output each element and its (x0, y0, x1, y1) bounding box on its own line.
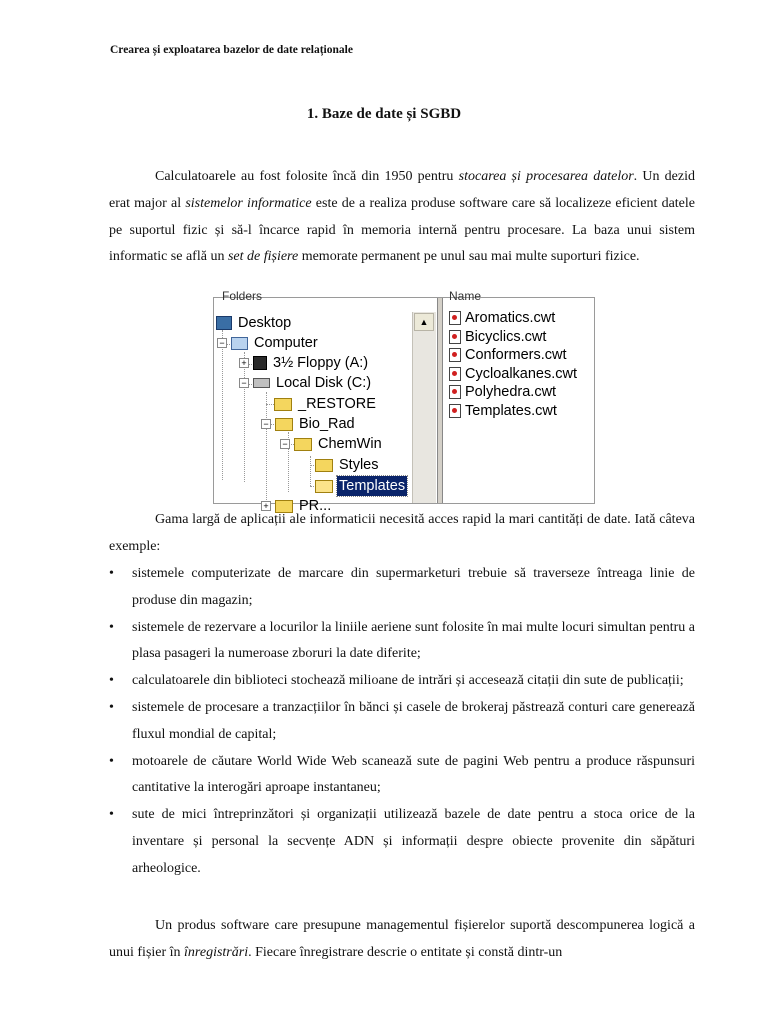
list-item-text: sistemele computerizate de marcare din supermarketuri trebuie să traverseze întreaga linie de produse din magazin; (132, 566, 695, 608)
intro-emphasis-2: sistemelor informatice (185, 195, 312, 211)
intro-paragraph (109, 164, 695, 271)
bullet-icon: • (109, 673, 114, 689)
chemwin-file-icon (449, 404, 461, 418)
file-name: Polyhedra.cwt (465, 384, 557, 400)
records-text-1: Un produs software care presupune managementul fișierelor suportă descompunerea logică a unui fișier în (109, 918, 695, 960)
tree-scrollbar[interactable] (412, 312, 436, 503)
file-name: Cycloalkanes.cwt (465, 365, 578, 382)
desktop-icon (216, 316, 232, 330)
list-item (109, 668, 695, 695)
file-item[interactable] (449, 346, 567, 365)
intro-text-2: . Un dezid erat major al (109, 169, 696, 211)
tree-item-restore[interactable] (274, 394, 378, 414)
file-name: Bicyclics.cwt (465, 328, 547, 345)
file-item[interactable] (449, 328, 546, 347)
list-item (109, 615, 695, 669)
file-name: Templates.cwt (465, 402, 557, 419)
tree-item-label: Local Disk (C:) (276, 375, 372, 391)
tree-item-styles[interactable] (315, 455, 381, 475)
list-item (109, 749, 695, 803)
list-item-text: sute de mici întreprinzători și organizații utilizează bazele de date pentru a stoca orice de la inventare și personal la secvențe ADN și informații despre obiecte provenite din săpături arheologice. (132, 807, 695, 876)
tree-item-label: 3½ Floppy (A:) (273, 355, 369, 371)
tree-item-label: PR... (299, 498, 332, 514)
floppy-icon (253, 356, 267, 370)
bullet-icon: • (109, 699, 114, 715)
intro-text-3: este de a realiza produse software care să localizeze eficient datele pe suportul fizic și să-l încarce rapid în memoria internă pentru procesare. La baza unui sistem informatic se află un (109, 195, 695, 265)
file-item[interactable] (449, 309, 555, 328)
bullet-icon: • (109, 566, 114, 581)
file-item[interactable] (449, 402, 557, 421)
folder-icon (275, 418, 293, 431)
files-pane (443, 289, 594, 503)
bullet-icon: • (109, 619, 114, 635)
tree-item-desktop[interactable] (216, 313, 293, 333)
chemwin-file-icon (449, 385, 461, 399)
folders-header: Folders (222, 289, 263, 303)
tree-item-floppy[interactable] (239, 353, 370, 373)
expand-icon[interactable]: + (261, 501, 271, 511)
tree-item-templates[interactable] (315, 476, 407, 496)
collapse-icon[interactable]: − (239, 378, 249, 388)
bullet-icon: • (109, 807, 114, 823)
folder-icon (274, 398, 292, 411)
tree-item-label: Styles (339, 457, 379, 473)
list-item-text: sistemele de rezervare a locurilor la liniile aeriene sunt folosite în mai multe locuri simultan pentru a plasa pasageri la numeroase zboruri la date diferite; (132, 619, 695, 662)
folder-icon (315, 459, 333, 472)
intro-text-1: Calculatoarele au fost folosite încă din 1950 pentru (155, 169, 459, 184)
tree-item-label: Desktop (238, 315, 292, 331)
tree-item-label: ChemWin (318, 436, 382, 452)
list-item (109, 561, 695, 615)
list-item-text: motoarele de căutare World Wide Web scanează sute de pagini Web pentru a produce răspunsuri cantitative la interogări aproape instantaneu; (132, 753, 695, 796)
folder-icon (294, 438, 312, 451)
tree-item-bio-rad[interactable] (261, 414, 357, 434)
records-text-2: . Fiecare înregistrare descrie o entitate și constă dintr-un (248, 944, 563, 960)
records-emphasis: înregistrări (184, 944, 249, 960)
tree-item-label: Bio_Rad (299, 416, 355, 432)
expand-icon[interactable]: + (239, 358, 249, 368)
folders-pane (214, 289, 437, 514)
list-item-text: sistemele de procesare a tranzacțiilor în bănci și casele de brokeraj păstrează conturi care generează fluxul mondial de capital; (132, 699, 695, 742)
running-header: Crearea și exploatarea bazelor de date relaționale (110, 44, 353, 56)
name-column-header[interactable]: Name (449, 289, 482, 303)
intro-emphasis-1: stocarea și procesarea datelor (458, 169, 634, 184)
tree-item-label: Computer (254, 335, 318, 351)
tree-item-chemwin[interactable] (280, 434, 384, 454)
tree-item-label: _RESTORE (298, 396, 376, 412)
list-item (109, 695, 695, 749)
folder-open-icon (315, 480, 333, 493)
chemwin-file-icon (449, 330, 461, 344)
scroll-up-arrow-icon[interactable]: ▲ (414, 313, 434, 331)
explorer-screenshot (213, 289, 595, 514)
tree-item-computer[interactable] (217, 333, 320, 353)
collapse-icon[interactable]: − (261, 419, 271, 429)
examples-list (109, 561, 695, 883)
drive-icon (253, 378, 270, 388)
intro-text-4: memorate permanent pe unul sau mai multe suporturi fizice. (298, 249, 640, 265)
tree-item-label-selected: Templates (339, 478, 406, 494)
tree-item-local-disk[interactable] (239, 373, 373, 393)
file-name: Conformers.cwt (465, 347, 567, 363)
collapse-icon[interactable]: − (217, 338, 227, 348)
collapse-icon[interactable]: − (280, 439, 290, 449)
file-item[interactable] (449, 365, 577, 384)
applications-paragraph: Gama largă de aplicații ale informaticii necesită acces rapid la mari cantități de date. Iată câteva exemple: (109, 512, 695, 554)
file-name: Aromatics.cwt (465, 310, 556, 326)
chapter-title: 1. Baze de date și SGBD (306, 106, 462, 122)
list-item (109, 802, 695, 882)
records-paragraph (109, 913, 695, 967)
list-item-text: calculatoarele din biblioteci stochează milioane de intrări și accesează citații din sute de publicații; (132, 673, 684, 689)
chemwin-file-icon (449, 348, 461, 362)
chemwin-file-icon (449, 367, 461, 381)
file-item[interactable] (449, 383, 556, 402)
chemwin-file-icon (449, 311, 461, 325)
intro-emphasis-3: set de fișiere (227, 249, 299, 265)
computer-icon (231, 337, 248, 350)
bullet-icon: • (109, 753, 114, 769)
